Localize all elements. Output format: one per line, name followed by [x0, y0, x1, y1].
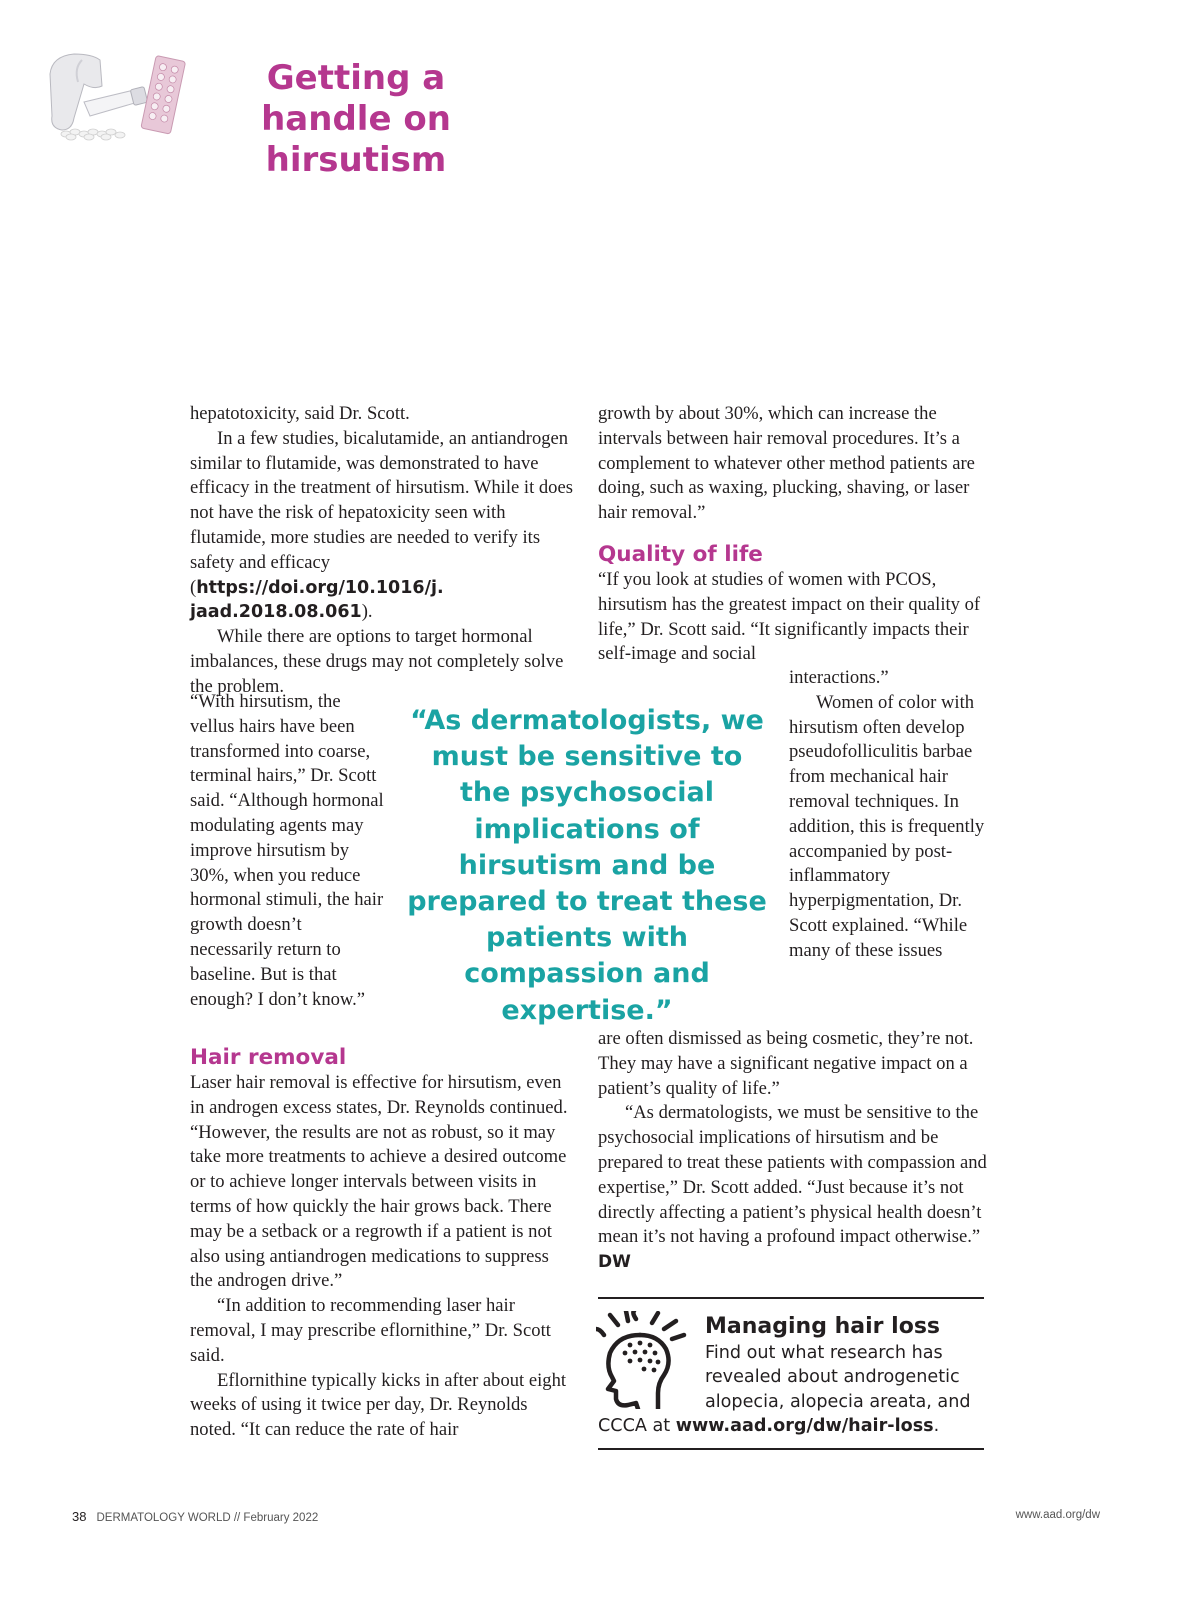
left-column-narrow — [190, 690, 388, 1012]
sidebar-body: Find out what research has revealed about androgenetic alopecia, alopecia areata, and — [705, 1343, 971, 1412]
paragraph-continuation: are often dismissed as being cosmetic, they’re not. They may have a significant negative impact on a patient’s quality of life.” — [598, 1028, 974, 1099]
paragraph: “In addition to recommending laser hair removal, I may prescribe eflornithine,” Dr. Scott said. — [190, 1295, 551, 1366]
right-column-lower — [598, 1027, 988, 1275]
hair-loss-link[interactable]: www.aad.org/dw/hair-loss — [675, 1416, 934, 1436]
paragraph: Eflornithine typically kicks in after about eight weeks of using it twice per day, Dr. Reynolds noted. “It can reduce the rate of hair — [190, 1369, 567, 1441]
publication-info: DERMATOLOGY WORLD // February 2022 — [96, 1512, 319, 1524]
paragraph: Women of color with hirsutism often develop pseudofolliculitis barbae from mechanical hair removal techniques. In addition, this is frequently accompanied by post-inflammatory hyperpigmentation, Dr. Scott explained. “While many of these issues — [789, 691, 985, 961]
paragraph: “As dermatologists, we must be sensitive to the psychosocial implications of hirsutism and be prepared to treat these patients with compassion and expertise,” Dr. Scott added. “Just because it’s not directly affecting a patient’s physical health doesn’t mean it’s not having a profound impact otherwise.” DW — [598, 1102, 987, 1273]
right-column-upper — [598, 402, 984, 667]
left-column-upper — [190, 402, 574, 700]
section-heading-quality-of-life: Quality of life — [598, 541, 763, 567]
pills-icon — [61, 129, 125, 140]
paragraph-continuation: interactions.” — [789, 667, 889, 688]
right-column-narrow — [789, 666, 989, 964]
pull-quote: “As dermatologists, we must be sensitive to the psychosocial implications of hirsutism and be prepared to treat these patients with compassion and expertise.” — [407, 705, 767, 1026]
head-hair-loss-icon — [596, 1311, 688, 1409]
laser-device-icon — [50, 54, 102, 130]
sidebar-bottom-rule — [598, 1448, 984, 1450]
pill-blister-icon — [141, 56, 186, 135]
page-title: Getting a handle on hirsutism — [261, 58, 451, 180]
paragraph: hepatotoxicity, said Dr. Scott. — [190, 403, 410, 424]
sidebar-top-rule — [598, 1297, 984, 1299]
footer-left — [72, 1509, 318, 1524]
paragraph: growth by about 30%, which can increase the intervals between hair removal procedures. It’s a complement to whatever other method patients are doing, such as waxing, plucking, shaving, or laser hair removal.” — [598, 403, 975, 524]
cream-tube-icon — [84, 87, 148, 116]
sidebar-title: Managing hair loss — [705, 1314, 941, 1339]
end-mark: DW — [598, 1252, 631, 1273]
paragraph: While there are options to target hormonal imbalances, these drugs may not completely solve the problem. — [190, 626, 564, 697]
paragraph: “If you look at studies of women with PCOS, hirsutism has the greatest impact on their quality of life,” Dr. Scott said. “It significantly impacts their self-image and social — [598, 568, 981, 665]
paragraph: In a few studies, bicalutamide, an antiandrogen similar to flutamide, was demonstrated to have efficacy in the treatment of hirsutism. While it does not have the risk of hepatoxicity seen with flutamide, more studies are needed to verify its safety and efficacy (https://doi.org/10.1016/j. jaad.2018.08.061). — [190, 427, 573, 623]
doi-link[interactable]: https://doi.org/10.1016/j. jaad.2018.08.061 — [190, 577, 444, 623]
footer-website[interactable]: www.aad.org/dw — [1015, 1509, 1100, 1521]
left-column-lower — [190, 1045, 574, 1443]
sidebar-body-continued: CCCA at www.aad.org/dw/hair-loss. — [598, 1416, 940, 1436]
paragraph: “With hirsutism, the vellus hairs have been transformed into coarse, terminal hairs,” Dr. Scott said. “Although hormonal modulating agents may improve hirsutism by 30%, when you reduce hormonal stimuli, the hair growth doesn’t necessarily return to baseline. But is that enough? I don’t know.” — [190, 691, 384, 1010]
page-number: 38 — [72, 1509, 87, 1524]
header-illustration — [44, 46, 194, 146]
section-heading-hair-removal: Hair removal — [190, 1045, 347, 1070]
paragraph: Laser hair removal is effective for hirsutism, even in androgen excess states, Dr. Reynolds continued. “However, the results are not as robust, so it may take more treatments to achieve a desired outcome or to achieve longer intervals between visits in terms of how quickly the hair grows back. There may be a setback or a regrowth if a patient is not also using antiandrogen medications to suppress the androgen drive.” — [190, 1072, 568, 1292]
